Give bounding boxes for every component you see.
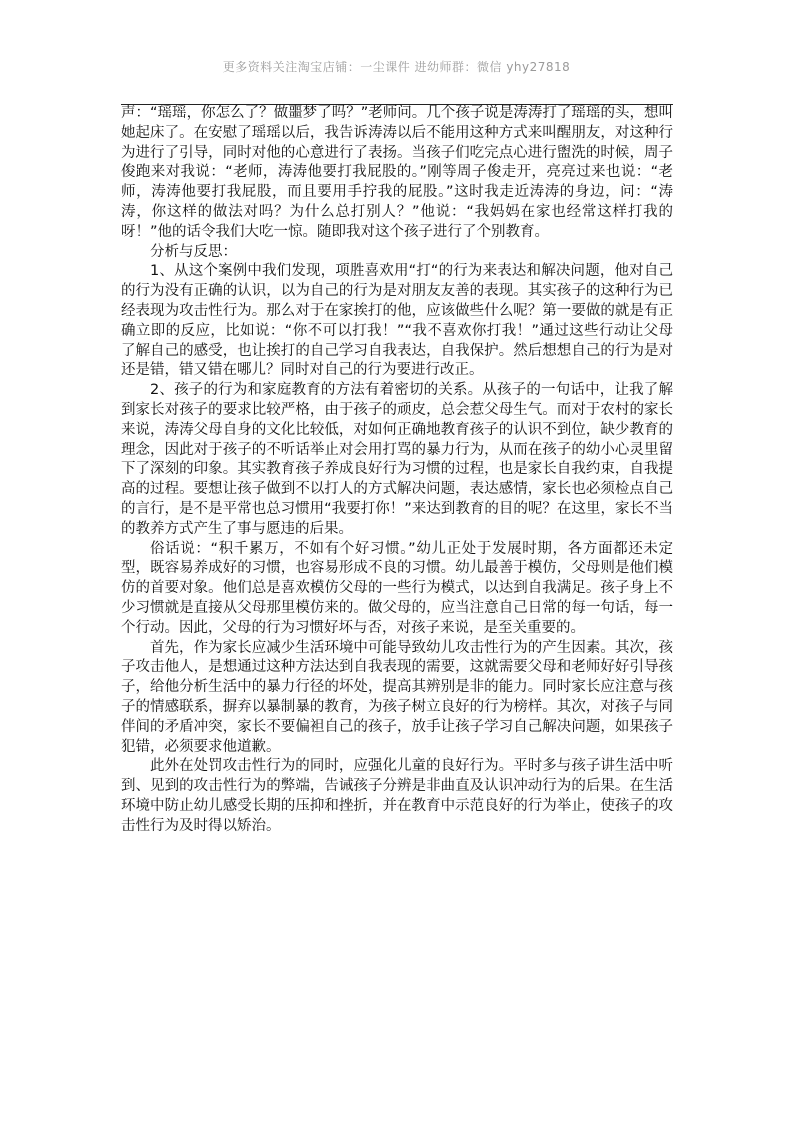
paragraph-point-2: 2、孩子的行为和家庭教育的方法有着密切的关系。从孩子的一句话中，让我了解到家长对孩子的要求比较严格，由于孩子的顽皮，总会惹父母生气。而对于农村的家长来说，涛涛父母自身的文化比较低，对如何正确地教育孩子的认识不到位，缺少教育的理念，因此对于孩子的不听话举止对会用打骂的暴力行为，从而在孩子的幼小心灵里留下了深刻的印象。其实教育孩子养成良好行为习惯的过程，也是家长自我约束，自我提高的过程。要想让孩子做到不以打人的方式解决问题，表达感情，家长也必须检点自己的言行，是不是平常也总习惯用“我要打你！”来达到教育的目的呢？在这里，家长不当的教养方式产生了事与愿违的后果。 (121, 382, 673, 537)
paragraph-first-measures: 首先，作为家长应减少生活环境中可能导致幼儿攻击性行为的产生因素。其次，孩子攻击他人，是想通过这种方法达到自我表现的需要，这就需要父母和老师好好引导孩子，给他分析生活中的暴力行径的坏处，提高其辨别是非的能力。同时家长应注意与孩子的情感联系，摒弃以暴制暴的教育，为孩子树立良好的行为榜样。其次，对孩子与同伴间的矛盾冲突，家长不要偏袒自己的孩子，放手让孩子学习自己解决问题，如果孩子犯错，必须要求他道歉。 (121, 639, 673, 755)
paragraph-intro-story: 声：“瑶瑶，你怎么了？做噩梦了吗？”老师问。几个孩子说是涛涛打了瑶瑶的头，想叫她起床了。在安慰了瑶瑶以后，我告诉涛涛以后不能用这种方式来叫醒朋友，对这种行为进行了引导，同时对他的心意进行了表扬。当孩子们吃完点心进行盥洗的时候，周子俊跑来对我说：“老师，涛涛他要打我屁股的。”刚等周子俊走开，亮亮过来也说：“老师，涛涛他要打我屁股，而且要用手拧我的屁股。”这时我走近涛涛的身边，问：“涛涛，你这样的做法对吗？为什么总打别人？”他说：“我妈妈在家也经常这样打我的呀！”他的话令我们大吃一惊。随即我对这个孩子进行了个别教育。 (121, 105, 673, 240)
paragraph-point-1: 1、从这个案例中我们发现，项胜喜欢用“打“的行为来表达和解决问题，他对自己的行为没有正确的认识，以为自己的行为是对朋友友善的表现。其实孩子的这种行为已经表现为攻击性行为。那么对于在家挨打的他，应该做些什么呢？第一要做的就是有正确立即的反应，比如说：“你不可以打我！”“我不喜欢你打我！”通过这些行动让父母了解自己的感受，也让挨打的自己学习自我表达，自我保护。然后想想自己的行为是对还是错，错又错在哪儿？同时对自己的行为要进行改正。 (121, 263, 673, 379)
paragraph-analysis-heading: 分析与反思： (150, 243, 237, 260)
paragraph-proverb: 俗话说：“积千累万，不如有个好习惯。”幼儿正处于发展时期，各方面都还未定型，既容易养成好的习惯，也容易形成不良的习惯。幼儿最善于模仿，父母则是他们模仿的首要对象。他们总是喜欢模仿父母的一些行为模式，以达到自我满足。孩子身上不少习惯就是直接从父母那里模仿来的。做父母的，应当注意自己日常的每一句话，每一个行动。因此，父母的行为习惯好坏与否，对孩子来说，是至关重要的。 (121, 540, 673, 636)
paragraph-reinforcement: 此外在处罚攻击性行为的同时，应强化儿童的良好行为。平时多与孩子讲生活中听到、见到的攻击性行为的弊端，告诫孩子分辨是非曲直及认识冲动行为的后果。在生活环境中防止幼儿感受长期的压抑和挫折，并在教育中示范良好的行为举止，使孩子的攻击性行为及时得以矫治。 (121, 758, 673, 834)
document-body (121, 104, 673, 836)
page-header: 更多资料关注淘宝店铺：一尘课件 进幼师群：微信 yhy27818 (222, 60, 571, 74)
